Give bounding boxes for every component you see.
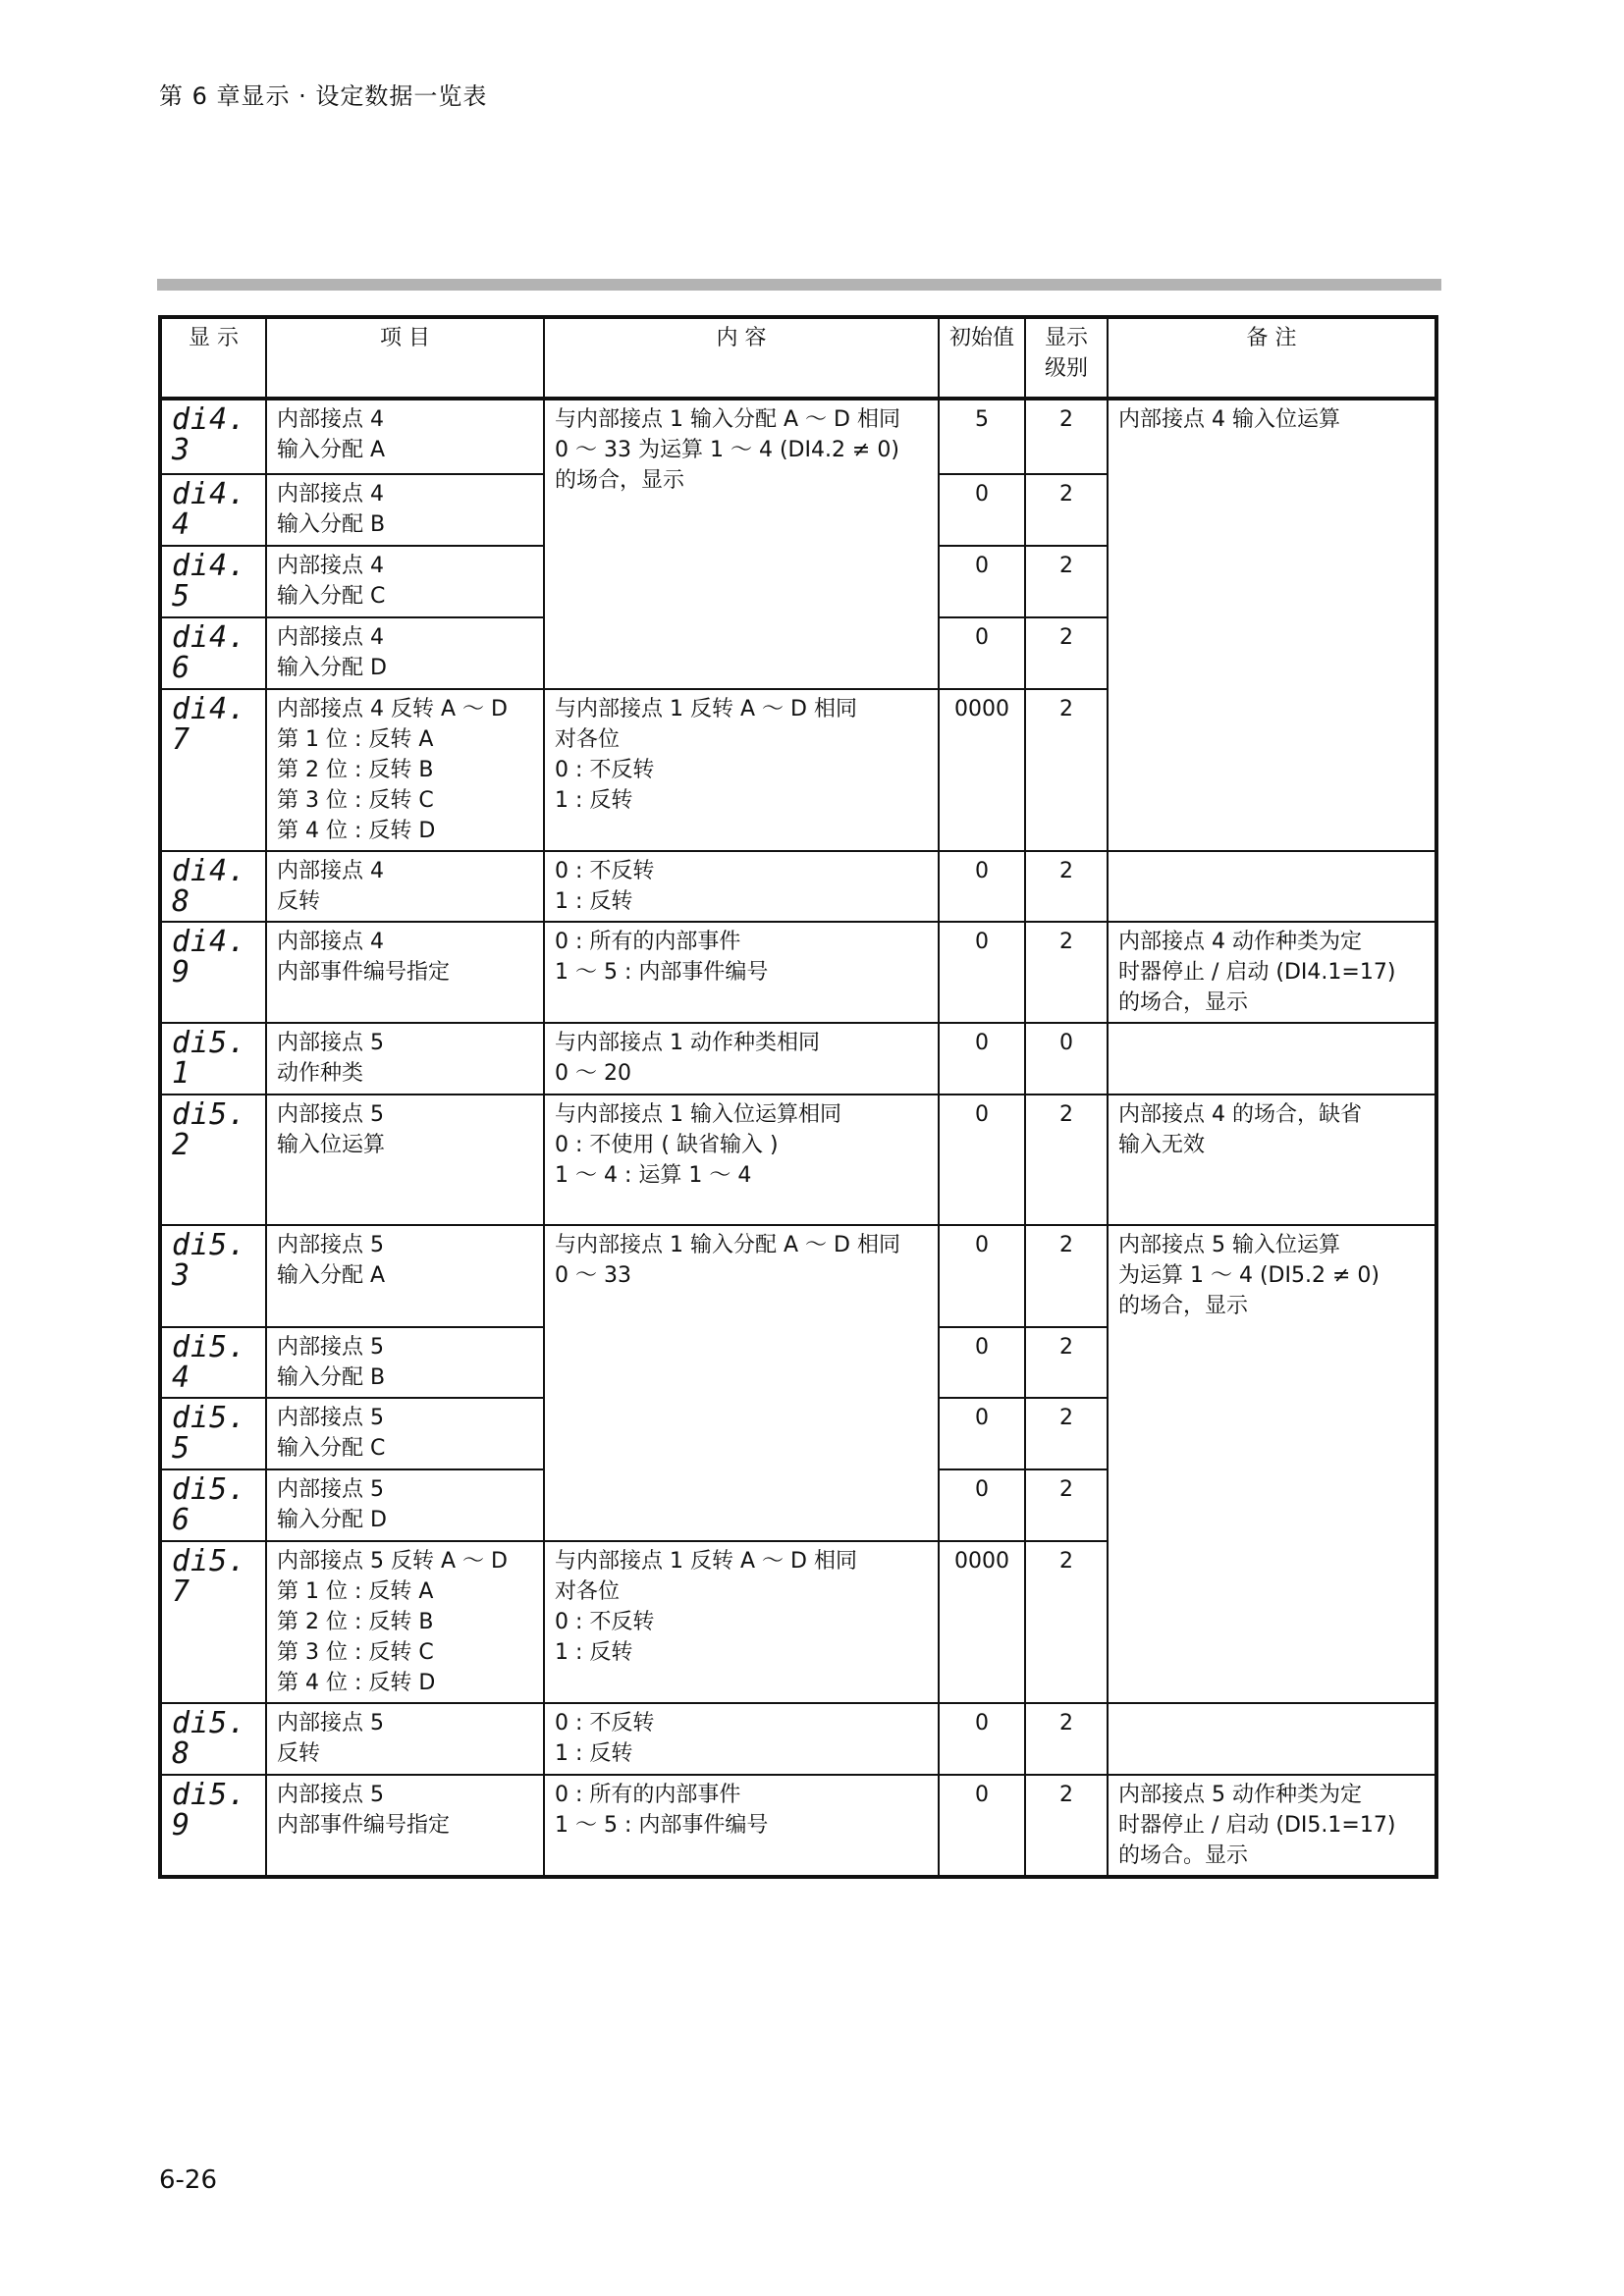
cell-line: 与内部接点 1 输入位运算相同 xyxy=(555,1102,841,1127)
cell-line: 第 2 位 : 反转 B xyxy=(277,1610,434,1634)
item-cell xyxy=(266,399,544,474)
cell-line: 第 3 位 : 反转 C xyxy=(277,1640,434,1665)
cell-line: 为运算 1 ～ 4 (DI5.2 ≠ 0) xyxy=(1118,1263,1380,1288)
display-level: 2 xyxy=(1025,1469,1108,1541)
table-header-row xyxy=(160,317,1436,399)
cell-line: 时器停止 / 启动 (DI4.1=17) xyxy=(1118,960,1396,985)
initial-value: 0 xyxy=(939,546,1025,617)
cell-line: 0 : 不使用 ( 缺省输入 ) xyxy=(555,1133,779,1157)
initial-value: 0000 xyxy=(939,1541,1025,1703)
cell-line: 内部接点 5 输入位运算 xyxy=(1118,1233,1340,1257)
item-cell xyxy=(266,1023,544,1095)
display-level: 2 xyxy=(1025,689,1108,851)
page-number: 6-26 xyxy=(159,2165,218,2195)
item-cell xyxy=(266,1095,544,1225)
note-cell xyxy=(1108,399,1436,851)
cell-line: 与内部接点 1 反转 A ～ D 相同 xyxy=(555,1549,857,1574)
initial-value: 0 xyxy=(939,1703,1025,1775)
header-level-line: 级别 xyxy=(1044,356,1088,381)
cell-line: 内部接点 4 动作种类为定 xyxy=(1118,930,1362,954)
header-rule xyxy=(157,279,1441,291)
item-cell xyxy=(266,1469,544,1541)
display-code: di4.4 xyxy=(160,474,266,546)
display-code: di4.9 xyxy=(160,922,266,1023)
initial-value: 5 xyxy=(939,399,1025,474)
display-code: di5.4 xyxy=(160,1327,266,1398)
cell-line: 内部接点 4 xyxy=(277,407,384,432)
settings-table xyxy=(158,315,1438,1879)
cell-line: 的场合。显示 xyxy=(1118,1843,1249,1868)
cell-line: 时器停止 / 启动 (DI5.1=17) xyxy=(1118,1813,1396,1838)
initial-value: 0 xyxy=(939,1327,1025,1398)
display-code: di5.8 xyxy=(160,1703,266,1775)
cell-line: 输入位运算 xyxy=(277,1133,386,1157)
cell-line: 内部接点 5 xyxy=(277,1711,384,1735)
cell-line: 内部接点 5 xyxy=(277,1233,384,1257)
display-code: di4.7 xyxy=(160,689,266,851)
cell-line: 与内部接点 1 输入分配 A ～ D 相同 xyxy=(555,1233,900,1257)
item-cell xyxy=(266,474,544,546)
item-cell xyxy=(266,1541,544,1703)
cell-line: 0 : 所有的内部事件 xyxy=(555,1783,741,1807)
display-level: 2 xyxy=(1025,1398,1108,1469)
cell-line: 0 : 不反转 xyxy=(555,859,655,883)
content-cell xyxy=(544,922,939,1023)
cell-line: 反转 xyxy=(277,889,321,914)
display-code: di5.1 xyxy=(160,1023,266,1095)
item-cell xyxy=(266,1703,544,1775)
cell-line: 1 : 反转 xyxy=(555,1640,633,1665)
display-level: 2 xyxy=(1025,922,1108,1023)
cell-line: 与内部接点 1 动作种类相同 xyxy=(555,1031,820,1055)
table-row xyxy=(160,1095,1436,1225)
item-cell xyxy=(266,1225,544,1327)
cell-line: 1 ～ 4 : 运算 1 ～ 4 xyxy=(555,1163,752,1188)
cell-line: 第 3 位 : 反转 C xyxy=(277,788,434,813)
cell-line: 对各位 xyxy=(555,727,621,752)
display-level: 2 xyxy=(1025,1703,1108,1775)
display-code: di5.3 xyxy=(160,1225,266,1327)
cell-line: 第 4 位 : 反转 D xyxy=(277,819,436,843)
initial-value: 0 xyxy=(939,474,1025,546)
display-level: 2 xyxy=(1025,399,1108,474)
display-level: 2 xyxy=(1025,546,1108,617)
cell-line: 内部事件编号指定 xyxy=(277,960,451,985)
table-body xyxy=(160,399,1436,1877)
display-level: 2 xyxy=(1025,1541,1108,1703)
cell-line: 1 : 反转 xyxy=(555,788,633,813)
cell-line: 内部接点 5 xyxy=(277,1102,384,1127)
cell-line: 0 ～ 33 xyxy=(555,1263,631,1288)
initial-value: 0 xyxy=(939,617,1025,689)
note-cell xyxy=(1108,922,1436,1023)
cell-line: 的场合，显示 xyxy=(555,468,685,493)
cell-line: 1 ～ 5 : 内部事件编号 xyxy=(555,960,769,985)
cell-line: 1 : 反转 xyxy=(555,1741,633,1766)
cell-line: 1 ～ 5 : 内部事件编号 xyxy=(555,1813,769,1838)
table-row xyxy=(160,1023,1436,1095)
content-cell xyxy=(544,1541,939,1703)
display-code: di5.5 xyxy=(160,1398,266,1469)
initial-value: 0 xyxy=(939,1225,1025,1327)
table-row xyxy=(160,922,1436,1023)
table-row xyxy=(160,851,1436,922)
cell-line: 内部接点 4 反转 A ～ D xyxy=(277,697,508,721)
note-cell xyxy=(1108,1775,1436,1877)
content-cell xyxy=(544,1225,939,1541)
note-cell xyxy=(1108,1095,1436,1225)
header-content: 内 容 xyxy=(544,317,939,399)
cell-line: 动作种类 xyxy=(277,1061,364,1086)
cell-line: 0 ～ 33 为运算 1 ～ 4 (DI4.2 ≠ 0) xyxy=(555,438,899,462)
item-cell xyxy=(266,1327,544,1398)
cell-line: 输入分配 D xyxy=(277,1508,387,1532)
cell-line: 输入分配 C xyxy=(277,1436,386,1461)
content-cell xyxy=(544,851,939,922)
cell-line: 内部接点 4 输入位运算 xyxy=(1118,407,1340,432)
display-level: 2 xyxy=(1025,617,1108,689)
display-level: 2 xyxy=(1025,1095,1108,1225)
item-cell xyxy=(266,1398,544,1469)
display-level: 0 xyxy=(1025,1023,1108,1095)
initial-value: 0 xyxy=(939,922,1025,1023)
initial-value: 0 xyxy=(939,1469,1025,1541)
item-cell xyxy=(266,851,544,922)
cell-line: 内部接点 5 反转 A ～ D xyxy=(277,1549,508,1574)
item-cell xyxy=(266,617,544,689)
item-cell xyxy=(266,922,544,1023)
cell-line: 内部接点 4 的场合，缺省 xyxy=(1118,1102,1362,1127)
initial-value: 0 xyxy=(939,1398,1025,1469)
display-code: di4.5 xyxy=(160,546,266,617)
display-code: di4.6 xyxy=(160,617,266,689)
cell-line: 对各位 xyxy=(555,1579,621,1604)
cell-line: 输入分配 A xyxy=(277,1263,386,1288)
cell-line: 第 1 位 : 反转 A xyxy=(277,727,434,752)
cell-line: 第 1 位 : 反转 A xyxy=(277,1579,434,1604)
cell-line: 内部接点 4 xyxy=(277,930,384,954)
display-code: di5.6 xyxy=(160,1469,266,1541)
cell-line: 输入分配 D xyxy=(277,656,387,680)
note-cell xyxy=(1108,1703,1436,1775)
cell-line: 内部接点 5 xyxy=(277,1783,384,1807)
cell-line: 反转 xyxy=(277,1741,321,1766)
content-cell xyxy=(544,1023,939,1095)
cell-line: 内部接点 5 xyxy=(277,1406,384,1430)
display-level: 2 xyxy=(1025,1327,1108,1398)
table-row xyxy=(160,1225,1436,1327)
cell-line: 内部接点 5 动作种类为定 xyxy=(1118,1783,1362,1807)
header-initial: 初始值 xyxy=(939,317,1025,399)
cell-line: 输入无效 xyxy=(1118,1133,1206,1157)
cell-line: 内部接点 5 xyxy=(277,1031,384,1055)
display-code: di5.9 xyxy=(160,1775,266,1877)
item-cell xyxy=(266,1775,544,1877)
cell-line: 内部接点 4 xyxy=(277,482,384,507)
cell-line: 0 ～ 20 xyxy=(555,1061,631,1086)
cell-line: 内部接点 4 xyxy=(277,554,384,578)
initial-value: 0 xyxy=(939,1095,1025,1225)
cell-line: 内部接点 5 xyxy=(277,1335,384,1360)
note-cell xyxy=(1108,1225,1436,1703)
cell-line: 0 : 不反转 xyxy=(555,758,655,782)
cell-line: 输入分配 A xyxy=(277,438,386,462)
header-item: 项 目 xyxy=(266,317,544,399)
note-cell xyxy=(1108,851,1436,922)
cell-line: 第 4 位 : 反转 D xyxy=(277,1671,436,1695)
header-display: 显 示 xyxy=(160,317,266,399)
item-cell xyxy=(266,689,544,851)
display-code: di4.8 xyxy=(160,851,266,922)
cell-line: 与内部接点 1 反转 A ～ D 相同 xyxy=(555,697,857,721)
cell-line: 0 : 所有的内部事件 xyxy=(555,930,741,954)
content-cell xyxy=(544,689,939,851)
cell-line: 输入分配 B xyxy=(277,512,386,537)
cell-line: 的场合，显示 xyxy=(1118,990,1249,1015)
initial-value: 0000 xyxy=(939,689,1025,851)
display-code: di5.2 xyxy=(160,1095,266,1225)
table-row xyxy=(160,1703,1436,1775)
cell-line: 内部接点 5 xyxy=(277,1477,384,1502)
display-code: di5.7 xyxy=(160,1541,266,1703)
cell-line: 内部接点 4 xyxy=(277,625,384,650)
initial-value: 0 xyxy=(939,851,1025,922)
cell-line: 的场合，显示 xyxy=(1118,1294,1249,1318)
note-cell xyxy=(1108,1023,1436,1095)
header-level-line: 显示 xyxy=(1044,326,1088,350)
header-level xyxy=(1025,317,1108,399)
content-cell xyxy=(544,1703,939,1775)
content-cell xyxy=(544,1775,939,1877)
table-row xyxy=(160,1775,1436,1877)
cell-line: 与内部接点 1 输入分配 A ～ D 相同 xyxy=(555,407,900,432)
display-level: 2 xyxy=(1025,474,1108,546)
cell-line: 输入分配 C xyxy=(277,584,386,609)
cell-line: 第 2 位 : 反转 B xyxy=(277,758,434,782)
display-code: di4.3 xyxy=(160,399,266,474)
header-note: 备 注 xyxy=(1108,317,1436,399)
cell-line: 输入分配 B xyxy=(277,1365,386,1390)
display-level: 2 xyxy=(1025,1775,1108,1877)
cell-line: 0 : 不反转 xyxy=(555,1610,655,1634)
cell-line: 1 : 反转 xyxy=(555,889,633,914)
initial-value: 0 xyxy=(939,1023,1025,1095)
table-row xyxy=(160,399,1436,474)
page-header: 第 6 章显示 · 设定数据一览表 xyxy=(159,82,488,110)
display-level: 2 xyxy=(1025,851,1108,922)
content-cell xyxy=(544,399,939,689)
initial-value: 0 xyxy=(939,1775,1025,1877)
display-level: 2 xyxy=(1025,1225,1108,1327)
item-cell xyxy=(266,546,544,617)
cell-line: 0 : 不反转 xyxy=(555,1711,655,1735)
cell-line: 内部事件编号指定 xyxy=(277,1813,451,1838)
cell-line: 内部接点 4 xyxy=(277,859,384,883)
content-cell xyxy=(544,1095,939,1225)
